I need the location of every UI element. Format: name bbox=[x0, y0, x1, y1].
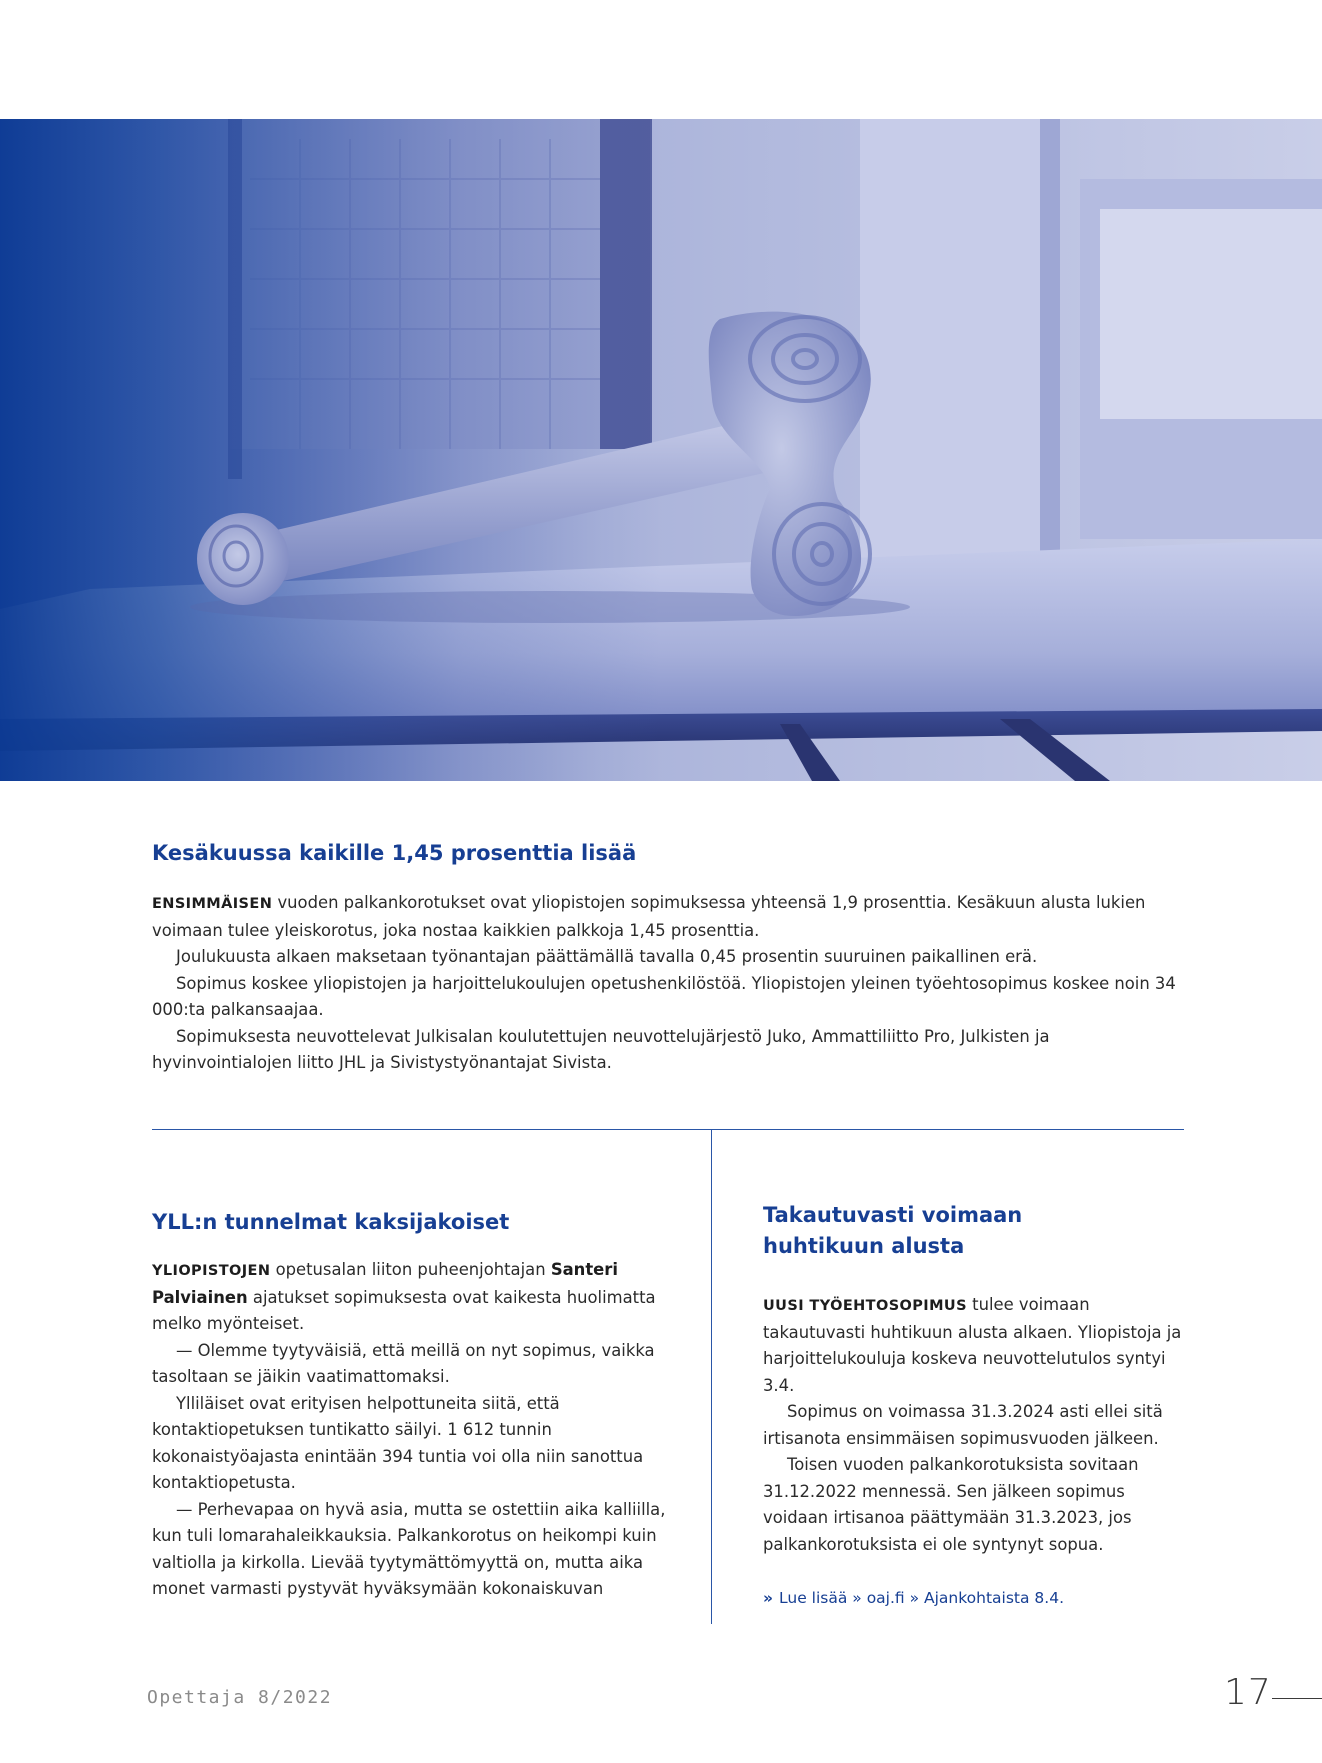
main-article-heading: Kesäkuussa kaikille 1,45 prosenttia lisää bbox=[152, 841, 637, 865]
read-more-marker: » bbox=[763, 1589, 774, 1607]
left-article-paragraph-3: Ylliläiset ovat erityisen helpottuneita siitä, että kontaktiopetuksen tuntikatto säilyi. 1 612 tunnin kokonaistyöajasta enintään 394 tuntia voi olla niin sanottua kontaktiopetusta. bbox=[152, 1393, 644, 1492]
left-article-paragraph-1 bbox=[152, 1257, 667, 1338]
section-divider-horizontal bbox=[152, 1129, 1184, 1130]
right-article-heading bbox=[763, 1200, 1183, 1262]
left-article-p1-text-b: ajatukset sopimuksesta ovat kaikesta huolimatta melko myönteiset. bbox=[152, 1287, 656, 1333]
read-more-link[interactable] bbox=[763, 1589, 1183, 1607]
left-article-heading: YLL:n tunnelmat kaksijakoiset bbox=[152, 1210, 510, 1234]
right-article-lead-in: UUSI TYÖEHTOSOPIMUS bbox=[763, 1298, 967, 1314]
page-number-rule bbox=[1272, 1698, 1322, 1699]
left-article-body bbox=[152, 1257, 667, 1603]
right-article-paragraph-1 bbox=[763, 1292, 1183, 1399]
left-article-p1-text-a: opetusalan liiton puheenjohtajan bbox=[270, 1260, 551, 1279]
right-article-heading-line-2: huhtikuun alusta bbox=[763, 1234, 965, 1258]
left-column-article bbox=[152, 1207, 667, 1603]
main-article-paragraph-3: Sopimus koskee yliopistojen ja harjoittelukoulujen opetushenkilöstöä. Yliopistojen yleinen työehtosopimus koskee noin 34 000:ta palkansaajaa. bbox=[152, 973, 1176, 1019]
right-article-paragraph-2: Sopimus on voimassa 31.3.2024 asti ellei sitä irtisanota ensimmäisen sopimusvuoden jälkeen. bbox=[763, 1402, 1163, 1448]
main-article bbox=[152, 838, 1182, 1077]
right-column-article bbox=[763, 1200, 1183, 1607]
left-article-paragraph-2: — Olemme tyytyväisiä, että meillä on nyt sopimus, vaikka tasoltaan se jäikin vaatimattomaksi. bbox=[152, 1340, 655, 1386]
read-more-text: Lue lisää » oaj.fi » Ajankohtaista 8.4. bbox=[779, 1589, 1065, 1607]
right-article-body bbox=[763, 1292, 1183, 1558]
main-article-p1-text: vuoden palkankorotukset ovat yliopistojen sopimuksessa yhteensä 1,9 prosenttia. Kesäkuun alusta lukien voimaan tulee yleiskorotus, joka nostaa kaikkien palkkoja 1,45 prosenttia. bbox=[152, 893, 1146, 940]
main-article-body bbox=[152, 890, 1182, 1077]
page-number: 17 bbox=[1224, 1672, 1272, 1713]
left-article-lead-in: YLIOPISTOJEN bbox=[152, 1263, 271, 1279]
main-article-paragraph-4: Sopimuksesta neuvottelevat Julkisalan koulutettujen neuvottelujärjestö Juko, Ammattiliitto Pro, Julkisten ja hyvinvointialojen liitto JHL ja Sivistystyönantajat Sivista. bbox=[152, 1026, 1050, 1072]
main-article-lead-in: ENSIMMÄISEN bbox=[152, 896, 273, 912]
magazine-issue-footer: Opettaja 8/2022 bbox=[147, 1687, 333, 1708]
left-article-paragraph-4: — Perhevapaa on hyvä asia, mutta se ostettiin aika kalliilla, kun tuli lomarahaleikkauksia. Palkankorotus on heikompi kuin valtiolla ja kirkolla. Lievää tyytymättömyyttä on, mutta aika monet varmasti pystyvät hyväksymään kokonaiskuvan bbox=[152, 1499, 666, 1598]
column-divider-vertical bbox=[711, 1130, 712, 1624]
hero-photo-gavel bbox=[0, 119, 1322, 781]
right-article-paragraph-3: Toisen vuoden palkankorotuksista sovitaan 31.12.2022 mennessä. Sen jälkeen sopimus voidaan irtisanoa päättymään 31.3.2023, jos palkankorotuksista ei ole syntynyt sopua. bbox=[763, 1455, 1139, 1554]
main-article-paragraph-2: Joulukuusta alkaen maksetaan työnantajan päättämällä tavalla 0,45 prosentin suuruinen paikallinen erä. bbox=[176, 947, 1038, 966]
main-article-paragraph-1 bbox=[152, 890, 1182, 944]
person-name: Santeri Palviainen bbox=[152, 1260, 618, 1307]
right-article-p1-text: tulee voimaan takautuvasti huhtikuun alusta alkaen. Yliopistoja ja harjoittelukouluja koskeva neuvottelutulos syntyi 3.4. bbox=[763, 1295, 1182, 1395]
right-article-heading-line-1: Takautuvasti voimaan bbox=[763, 1203, 1023, 1227]
